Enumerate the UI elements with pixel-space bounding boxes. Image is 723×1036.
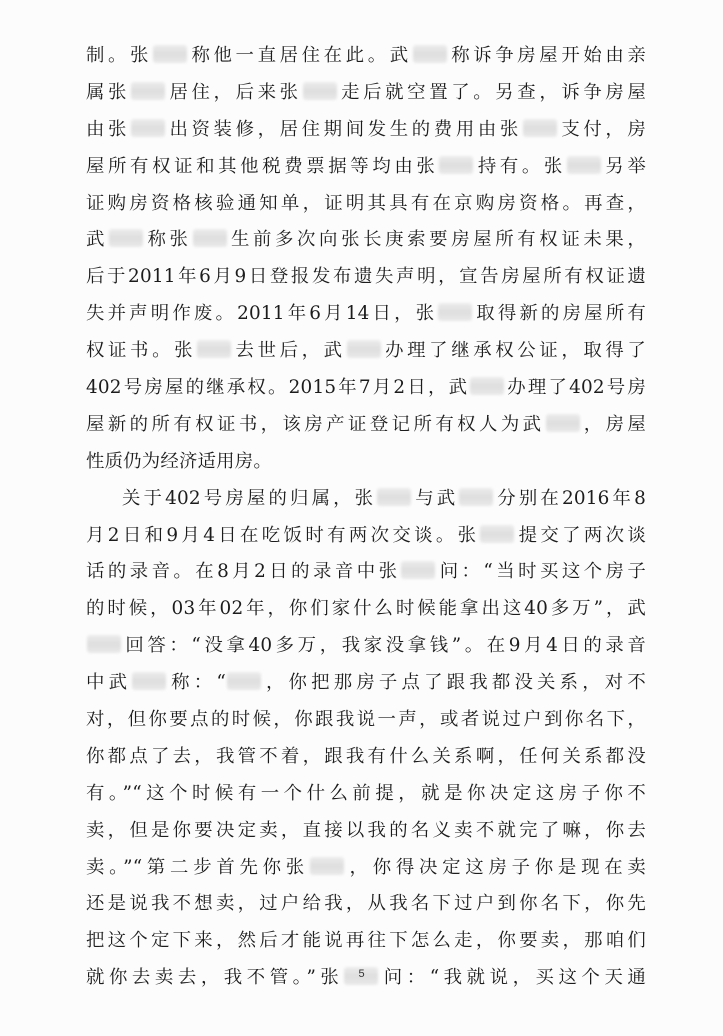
redacted-name [470,377,504,395]
redacted-name [131,119,165,137]
redacted-name [87,635,121,653]
text-line [86,38,646,75]
redacted-name [523,119,557,137]
text-line [86,554,646,591]
redacted-name [567,156,601,174]
redacted-name [132,672,166,690]
document-body [86,38,646,997]
text-line [86,186,646,223]
redacted-name [413,45,447,63]
text-line [86,813,646,850]
text-line [86,518,646,555]
text-segment: 问：“我就说，买这个天通 [379,967,646,989]
text-line [86,739,646,776]
text-segment: 出资装修，居住期间发生的费用由张 [166,118,522,140]
text-segment: 制。张 [86,45,153,66]
redacted-name [347,340,381,358]
text-segment: 与武 [412,487,459,509]
text-segment: 分别在2016年8 [494,487,647,509]
text-segment: 提交了两次谈 [515,524,646,546]
text-segment: 有。”“这个时候有一个什么前提，就是你决定这房子你不 [86,782,646,804]
redacted-name [546,414,580,432]
text-segment: 失并声明作废。2011年6月14日，张 [86,303,438,325]
text-segment: 对，但你要点的时候，你跟我说一声，或者说过户到你名下， [86,709,646,731]
text-segment: 回答：“没拿40多万，我家没拿钱”。在9月4日的录音 [122,635,646,657]
text-segment: 生前多次向张长庚索要房屋所有权证未果， [227,229,646,251]
redacted-name [439,156,473,174]
text-segment: 属张 [86,81,131,103]
text-line [86,112,646,149]
text-segment: ，房屋 [580,413,646,435]
text-segment: 办理了继承权公证，取得了 [381,340,646,362]
text-segment: 关于402号房屋的归属，张 [122,487,377,509]
text-line [86,481,646,518]
text-segment: 问：“当时买这个房子 [436,561,646,583]
text-line [86,444,646,481]
text-segment: 把这个定下来，然后才能说再往下怎么走，你要卖，那咱们 [86,930,646,952]
text-line [86,296,646,333]
text-segment: 支付，房 [557,118,647,140]
text-line [86,75,646,112]
text-line [86,850,646,887]
text-segment: 402号房屋的继承权。2015年7月2日，武 [86,377,470,399]
text-segment: 的时候，03年02年，你们家什么时候能拿出这40多万”，武 [86,598,646,620]
text-segment: ，你得决定这房子你是现在卖 [344,856,646,878]
text-segment: 称他一直居住在此。武 [188,45,412,66]
redacted-name [401,561,435,579]
redacted-name [459,488,493,506]
text-segment: 称诉争房屋开始由亲 [447,45,646,66]
text-line [86,259,646,296]
text-segment: ，你把那房子点了跟我都没关系，对不 [261,672,646,694]
text-line [86,591,646,628]
text-segment: 就你去卖去，我不管。”张 [86,967,344,989]
text-segment: 卖。”“第二步首先你张 [86,856,309,878]
text-line [86,222,646,259]
text-segment: 称张 [144,229,192,251]
text-segment: 持有。张 [474,155,566,177]
text-segment: 卖，但是你要决定卖，直接以我的名义卖不就完了嘛，你去 [86,819,646,841]
text-segment: 性质仍为经济适用房。 [86,450,272,472]
redacted-name [377,488,411,506]
text-line [86,886,646,923]
text-segment: 走后就空置了。另查，诉争房屋 [337,81,647,103]
text-segment: 另举 [601,155,647,177]
text-segment: 由张 [86,118,131,140]
text-segment: 去世后，武 [232,340,346,362]
text-segment: 月2日和9月4日在吃饭时有两次交谈。张 [86,524,480,546]
redacted-name [153,45,187,63]
text-segment: 你都点了去，我管不着，跟我有什么关系啊，任何关系都没 [86,745,646,767]
text-line [86,665,646,702]
text-line [86,333,646,370]
text-line [86,776,646,813]
redacted-name [438,303,472,321]
text-segment: 话的录音。在8月2日的录音中张 [86,561,401,583]
text-segment: 后于2011年6月9日登报发布遗失声明，宣告房屋所有权证遗 [86,266,646,288]
redacted-name [193,229,227,247]
text-line [86,628,646,665]
text-line [86,407,646,444]
text-segment: 权证书。张 [86,340,197,362]
text-line [86,923,646,960]
redacted-name [227,672,261,690]
text-segment: 办理了402号房 [505,377,647,399]
text-segment: 中武 [86,672,132,694]
redacted-name [480,525,514,543]
text-segment: 证购房资格核验通知单，证明其具有在京购房资格。再查， [86,192,646,214]
text-segment: 称：“ [167,672,226,694]
redacted-name [131,82,165,100]
redacted-name [197,340,231,358]
text-line [86,149,646,186]
text-segment: 屋所有权证和其他税费票据等均由张 [86,155,439,177]
text-line [86,702,646,739]
redacted-name [310,857,344,875]
text-segment: 取得新的房屋所有 [473,303,646,325]
text-segment: 居住，后来张 [166,81,302,103]
text-segment: 还是说我不想卖，过户给我，从我名下过户到你名下，你先 [86,893,646,915]
text-segment: 武 [86,229,109,251]
text-segment: 屋新的所有权证书，该房产证登记所有权人为武 [86,413,545,435]
redacted-name [109,229,143,247]
page-number: 5 [358,968,365,980]
text-line [86,370,646,407]
redacted-name [303,82,337,100]
